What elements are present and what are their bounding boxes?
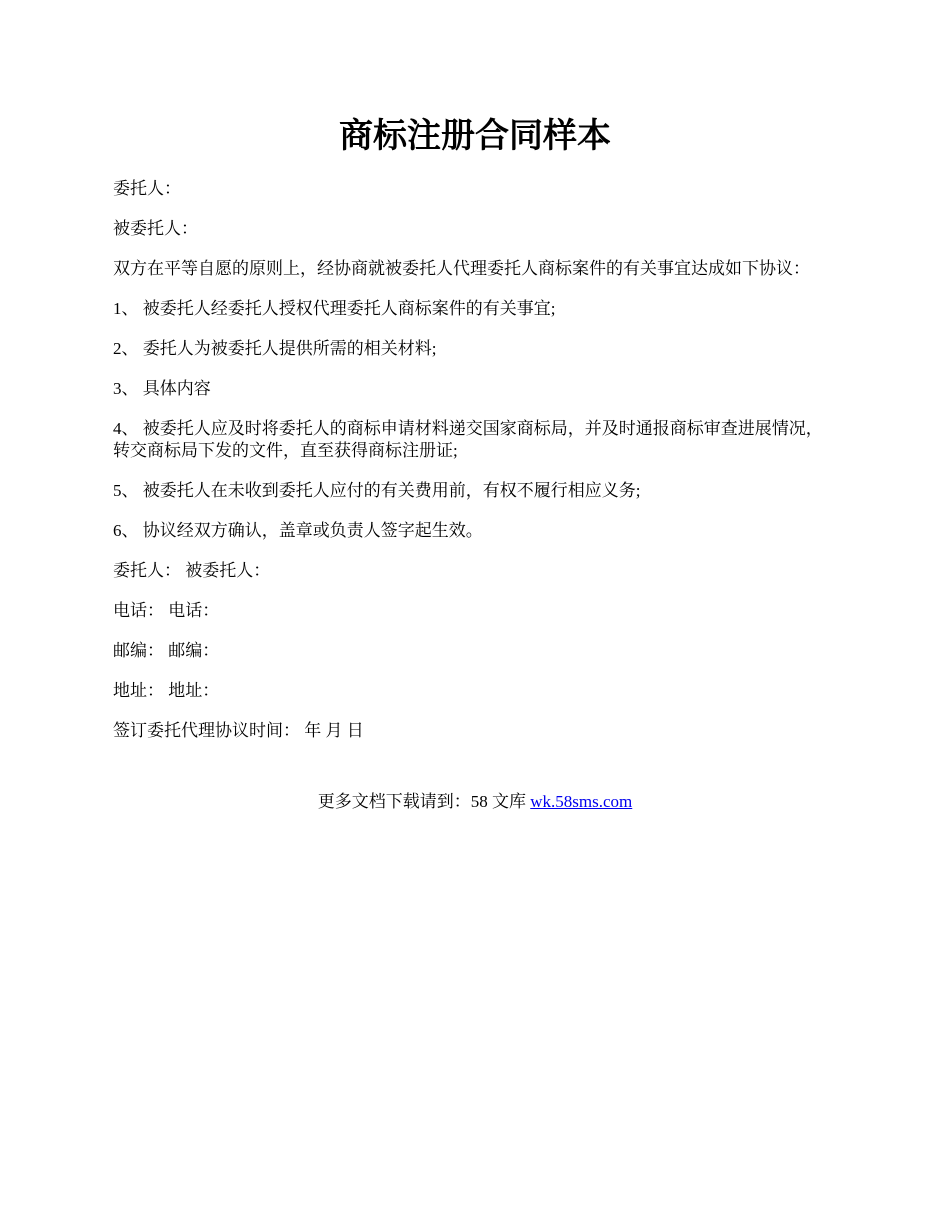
agent-line: 被委托人： bbox=[113, 219, 198, 238]
clause-3: 3、 具体内容 bbox=[113, 379, 211, 398]
signature-parties-line: 委托人： 被委托人： bbox=[113, 561, 271, 580]
clause-6: 6、 协议经双方确认，盖章或负责人签字起生效。 bbox=[113, 521, 483, 540]
clause-5: 5、 被委托人在未收到委托人应付的有关费用前，有权不履行相应义务; bbox=[113, 481, 641, 500]
preamble-paragraph: 双方在平等自愿的原则上，经协商就被委托人代理委托人商标案件的有关事宜达成如下协议： bbox=[113, 259, 810, 278]
postcode-line: 邮编： 邮编： bbox=[113, 641, 220, 660]
clause-2: 2、 委托人为被委托人提供所需的相关材料; bbox=[113, 339, 437, 358]
document-body bbox=[113, 178, 837, 760]
footer-link[interactable]: wk.58sms.com bbox=[530, 792, 633, 811]
clause-1: 1、 被委托人经委托人授权代理委托人商标案件的有关事宜; bbox=[113, 299, 556, 318]
signing-date-line: 签订委托代理协议时间： 年 月 日 bbox=[113, 721, 364, 740]
clause-4: 4、 被委托人应及时将委托人的商标申请材料递交国家商标局，并及时通报商标审查进展情况，转交商标局下发的文件，直至获得商标注册证; bbox=[113, 419, 823, 460]
footer-note bbox=[0, 791, 950, 813]
client-line: 委托人： bbox=[113, 179, 181, 198]
document-title: 商标注册合同样本 bbox=[339, 118, 611, 155]
address-line: 地址： 地址： bbox=[113, 681, 220, 700]
footer-text: 更多文档下载请到：58 文库 bbox=[317, 792, 531, 811]
phone-line: 电话： 电话： bbox=[113, 601, 220, 620]
